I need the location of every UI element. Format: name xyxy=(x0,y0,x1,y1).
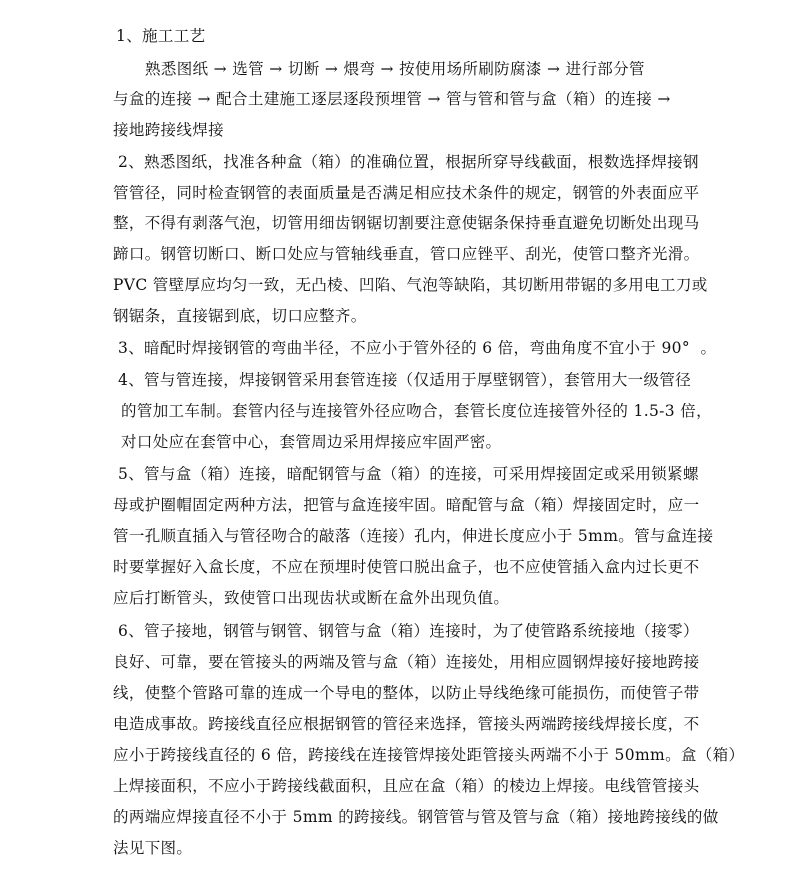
section-title: 1、施工工艺 xyxy=(116,27,206,45)
text-line: 钢锯条，直接锯到底，切口应整齐。 xyxy=(113,307,367,325)
text-line: 时要掌握好入盒长度，不应在预埋时使管口脱出盒子，也不应使管插入盒内过长更不 xyxy=(113,558,700,576)
text-line: PVC 管壁厚应均匀一致，无凸棱、凹陷、气泡等缺陷，其切断用带锯的多用电工刀或 xyxy=(113,276,708,294)
text-line: 电造成事故。跨接线直径应根据钢管的管径来选择，管接头两端跨接线焊接长度，不 xyxy=(113,715,700,733)
text-line: 对口处应在套管中心，套管周边采用焊接应牢固严密。 xyxy=(121,433,502,451)
text-line: 的两端应焊接直径不小于 5mm 的跨接线。钢管管与管及管与盒（箱）接地跨接线的做 xyxy=(113,808,719,826)
text-line: 2、熟悉图纸，找准各种盒（箱）的准确位置，根据所穿导线截面，根数选择焊接钢 xyxy=(118,153,699,171)
text-line: 6、管子接地，钢管与钢管、钢管与盒（箱）连接时，为了使管路系统接地（接零） xyxy=(118,622,699,640)
text-line: 上焊接面积，不应小于跨接线截面积，且应在盒（箱）的棱边上焊接。电线管管接头 xyxy=(113,777,700,795)
text-line: 熟悉图纸 → 选管 → 切断 → 煨弯 → 按使用场所刷防腐漆 → 进行部分管 xyxy=(145,60,645,78)
text-line: 蹄口。钢管切断口、断口处应与管轴线垂直，管口应锉平、刮光，使管口整齐光滑。 xyxy=(113,245,700,263)
text-line: 管管径，同时检查钢管的表面质量是否满足相应技术条件的规定，钢管的外表面应平 xyxy=(113,184,700,202)
text-line: 法见下图。 xyxy=(113,839,193,857)
text-line: 3、暗配时焊接钢管的弯曲半径，不应小于管外径的 6 倍，弯曲角度不宜小于 90° 。 xyxy=(118,339,717,357)
text-line: 整，不得有剥落气泡，切管用细齿钢锯切割要注意使锯条保持垂直避免切断处出现马 xyxy=(113,214,700,232)
text-line: 应后打断管头，致使管口出现齿状或断在盒外出现负值。 xyxy=(113,589,510,607)
text-line: 良好、可靠，要在管接头的两端及管与盒（箱）连接处，用相应圆钢焊接好接地跨接 xyxy=(113,653,700,671)
text-line: 应小于跨接线直径的 6 倍，跨接线在连接管焊接处距管接头两端不小于 50mm。盒（箱） xyxy=(113,746,745,764)
text-line: 的管加工车制。套管内径与连接管外径应吻合，套管长度位连接管外径的 1.5-3 倍， xyxy=(121,402,712,420)
text-line: 线，使整个管路可靠的连成一个导电的整体，以防止导线绝缘可能损伤，而使管子带 xyxy=(113,684,700,702)
text-line: 母或护圈帽固定两种方法，把管与盒连接牢固。暗配管与盒（箱）焊接固定时，应一 xyxy=(113,496,700,514)
text-line: 管一孔顺直插入与管径吻合的敲落（连接）孔内，伸进长度应小于 5mm。管与盒连接 xyxy=(113,527,714,545)
text-line: 与盒的连接 → 配合土建施工逐层逐段预埋管 → 管与管和管与盒（箱）的连接 → xyxy=(113,90,671,108)
text-line: 接地跨接线焊接 xyxy=(113,121,224,139)
text-line: 5、管与盒（箱）连接，暗配钢管与盒（箱）的连接，可采用焊接固定或采用锁紧螺 xyxy=(118,465,699,483)
text-line: 4、管与管连接，焊接钢管采用套管连接（仅适用于厚壁钢管），套管用大一级管径 xyxy=(118,371,692,389)
